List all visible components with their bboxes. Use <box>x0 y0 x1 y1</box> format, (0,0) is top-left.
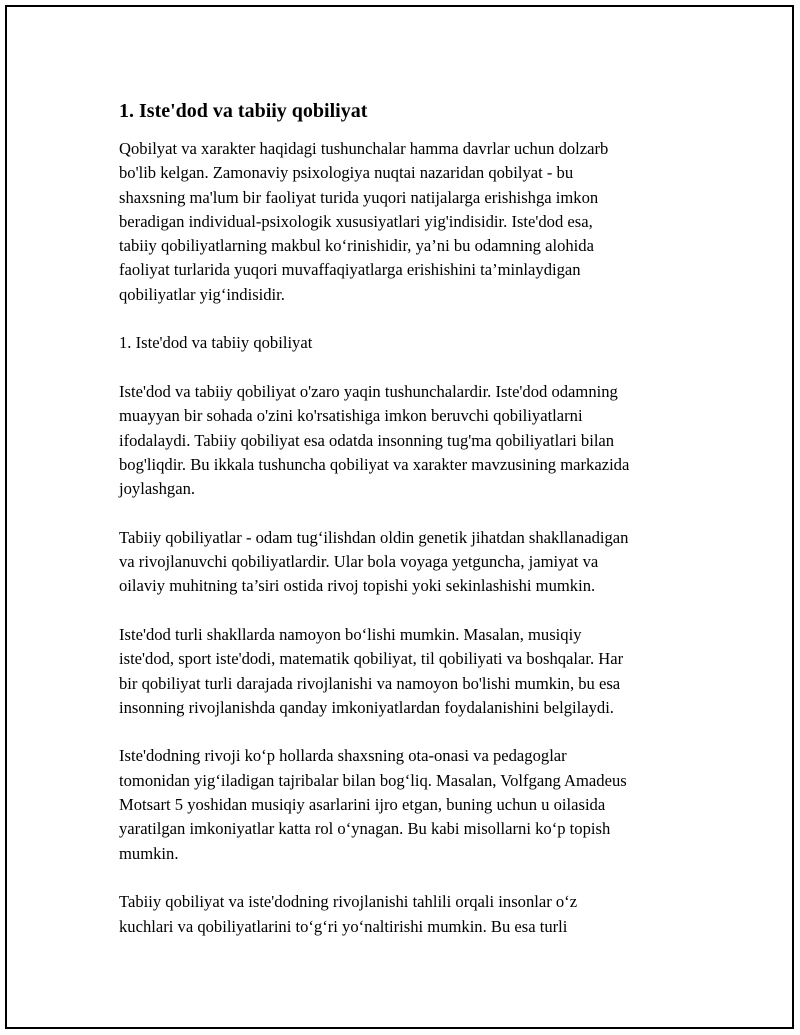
text-line: bog'liqdir. Bu ikkala tushuncha qobiliyat va xarakter mavzusining markazida <box>119 454 630 474</box>
text-line: shaxsning ma'lum bir faoliyat turida yuqori natijalarga erishishga imkon <box>119 187 599 207</box>
text-line: insonning rivojlanishda qanday imkoniyatlardan foydalanishini belgilaydi. <box>119 697 614 717</box>
text-line: yaratilgan imkoniyatlar katta rol o‘ynagan. Bu kabi misollarni ko‘p topish <box>119 819 611 839</box>
text-line: tabiiy qobiliyatlarning makbul ko‘rinishidir, ya’ni bu odamning alohida <box>119 236 594 256</box>
text-line: iste'dod, sport iste'dodi, matematik qobiliyat, til qobiliyati va boshqalar. Har <box>119 649 624 669</box>
document-body <box>119 99 689 963</box>
text-line: muayyan bir sohada o'zini ko'rsatishiga imkon beruvchi qobiliyatlarni <box>119 406 583 426</box>
text-line: qobiliyatlar yig‘indisidir. <box>119 284 285 304</box>
paragraph-definition <box>119 380 689 501</box>
page-frame <box>5 5 794 1029</box>
text-line: va rivojlanuvchi qobiliyatlardir. Ular bola voyaga yetguncha, jamiyat va <box>119 552 599 572</box>
text-line: Motsart 5 yoshidan musiqiy asarlarini ijro etgan, buning uchun u oilasida <box>119 795 606 815</box>
page-title: 1. Iste'dod va tabiiy qobiliyat <box>119 100 368 122</box>
paragraph-talent-development <box>119 744 689 865</box>
text-line: Tabiiy qobiliyat va iste'dodning rivojlanishi tahlili orqali insonlar o‘z <box>119 892 578 912</box>
paragraph-intro <box>119 137 689 307</box>
text-line: 1. Iste'dod va tabiiy qobiliyat <box>119 333 313 353</box>
text-line: tomonidan yig‘iladigan tajribalar bilan bog‘liq. Masalan, Volfgang Amadeus <box>119 770 627 790</box>
text-line: faoliyat turlarida yuqori muvaffaqiyatlarga erishishini ta’minlaydigan <box>119 260 581 280</box>
text-line: Tabiiy qobiliyatlar - odam tug‘ilishdan oldin genetik jihatdan shakllanadigan <box>119 527 629 547</box>
text-line: kuchlari va qobiliyatlarini to‘g‘ri yo‘naltirishi mumkin. Bu esa turli <box>119 916 568 936</box>
paragraph-talent-forms <box>119 623 689 720</box>
paragraph-analysis <box>119 890 689 939</box>
text-line: Qobilyat va xarakter haqidagi tushunchalar hamma davrlar uchun dolzarb <box>119 139 609 158</box>
paragraph-natural-abilities <box>119 526 689 599</box>
text-line: joylashgan. <box>119 479 196 499</box>
text-line: mumkin. <box>119 843 179 863</box>
text-line: Iste'dod va tabiiy qobiliyat o'zaro yaqin tushunchalardir. Iste'dod odamning <box>119 381 618 401</box>
text-line: bo'lib kelgan. Zamonaviy psixologiya nuqtai nazaridan qobilyat - bu <box>119 163 574 183</box>
text-line: ifodalaydi. Tabiiy qobiliyat esa odatda insonning tug'ma qobiliyatlari bilan <box>119 430 615 450</box>
text-line: Iste'dod turli shakllarda namoyon bo‘lishi mumkin. Masalan, musiqiy <box>119 624 582 644</box>
text-line: Iste'dodning rivoji ko‘p hollarda shaxsning ota-onasi va pedagoglar <box>119 746 567 766</box>
text-line: bir qobiliyat turli darajada rivojlanishi va namoyon bo'lishi mumkin, bu esa <box>119 673 621 693</box>
text-line: beradigan individual-psixologik xususiyatlari yig'indisidir. Iste'dod esa, <box>119 211 593 231</box>
text-line: oilaviy muhitning ta’siri ostida rivoj topishi yoki sekinlashishi mumkin. <box>119 576 596 596</box>
paragraph-section-title <box>119 331 689 355</box>
